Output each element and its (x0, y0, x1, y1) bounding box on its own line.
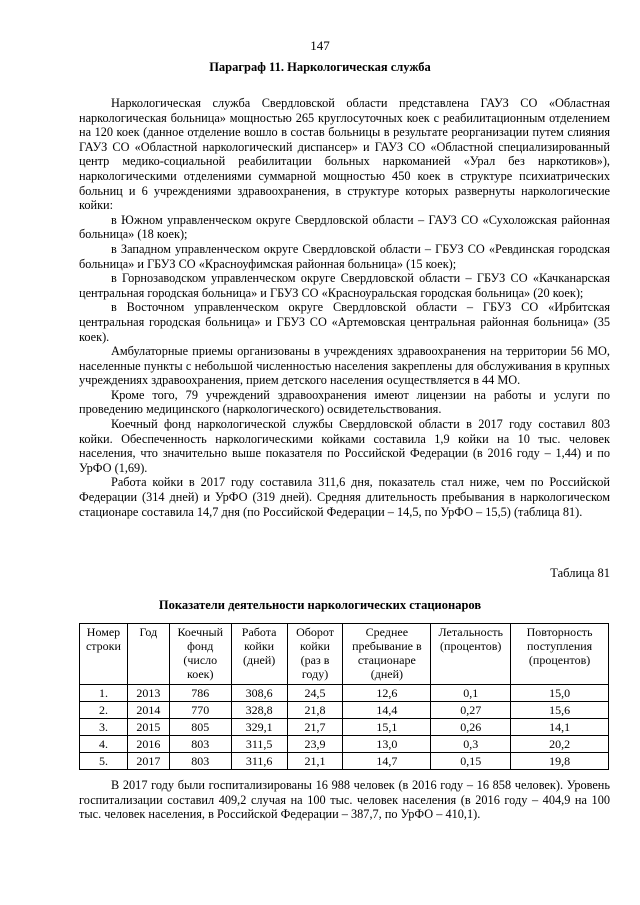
table-cell: 21,8 (287, 702, 343, 719)
table-cell: 311,6 (231, 753, 287, 770)
table-cell: 805 (169, 719, 231, 736)
page-number: 147 (310, 38, 330, 53)
table-cell: 20,2 (511, 736, 609, 753)
data-table (79, 623, 609, 770)
table-cell: 14,4 (343, 702, 431, 719)
paragraph: Наркологическая служба Свердловской области представлена ГАУЗ СО «Областная наркологическая больница» мощностью 265 круглосуточных коек с реабилитационным отделением на 120 коек (данное отделение вошло в состав больницы в результате реорганизации путем слияния ГАУЗ СО «Областной наркологический диспансер» и ГАУЗ СО «Областной специализированный центр медико-социальной реабилитации больных наркоманией «Урал без наркотиков»), наркологическими отделениями суммарной мощностью 450 коек в структуре психиатрических больниц и 6 учреждениями здравоохранения, в структуре которых развернуты наркологические койки: (79, 96, 610, 213)
paragraph: В 2017 году были госпитализированы 16 988 человек (в 2016 году – 16 858 человек). Уровень госпитализации составил 409,2 случая на 100 тыс. человек населения (в 2016 году – 404,9 на 100 тыс. человек населения, в Российской Федерации – 387,7, по УрФО – 410,1). (79, 778, 610, 822)
paragraph: Коечный фонд наркологической службы Свердловской области в 2017 году составил 803 койки. Обеспеченность наркологическими койками составила 1,9 койки на 10 тыс. человек населения, что значительно выше показателя по Российской Федерации (в 2016 году – 1,44) и по УрФО (1,69). (79, 417, 610, 475)
table-row (80, 702, 609, 719)
table-cell: 12,6 (343, 685, 431, 702)
table-cell: 1. (80, 685, 128, 702)
table-cell: 2. (80, 702, 128, 719)
table-row (80, 719, 609, 736)
table-cell: 15,6 (511, 702, 609, 719)
table-cell: 329,1 (231, 719, 287, 736)
table-cell: 4. (80, 736, 128, 753)
column-header: Работа койки (дней) (231, 624, 287, 685)
column-header: Среднее пребывание в стационаре (дней) (343, 624, 431, 685)
table-row (80, 685, 609, 702)
paragraph: Кроме того, 79 учреждений здравоохранения имеют лицензии на работы и услуги по проведению медицинского (наркологического) освидетельствования. (79, 387, 610, 417)
table-cell: 0,1 (431, 685, 511, 702)
table-number: Таблица 81 (550, 566, 610, 580)
table-cell: 21,1 (287, 753, 343, 770)
table-row (80, 753, 609, 770)
table-cell: 786 (169, 685, 231, 702)
table-cell: 803 (169, 736, 231, 753)
table-cell: 770 (169, 702, 231, 719)
column-header: Год (127, 624, 169, 685)
table-header-row (80, 624, 609, 685)
table-cell: 23,9 (287, 736, 343, 753)
table-cell: 2017 (127, 753, 169, 770)
paragraph: в Горнозаводском управленческом округе Свердловской области – ГБУЗ СО «Качканарская центральная городская больница» и ГБУЗ СО «Красноуральская городская больница» (20 коек); (79, 271, 610, 300)
table-cell: 0,15 (431, 753, 511, 770)
table-cell: 24,5 (287, 685, 343, 702)
table-cell: 14,7 (343, 753, 431, 770)
table-cell: 0,27 (431, 702, 511, 719)
column-header: Номер строки (80, 624, 128, 685)
section-heading: Параграф 11. Наркологическая служба (209, 60, 431, 74)
table-cell: 0,26 (431, 719, 511, 736)
column-header: Оборот койки (раз в году) (287, 624, 343, 685)
table-cell: 13,0 (343, 736, 431, 753)
table-cell: 21,7 (287, 719, 343, 736)
table-cell: 308,6 (231, 685, 287, 702)
paragraph: Работа койки в 2017 году составила 311,6 дня, показатель стал ниже, чем по Российской Федерации (314 дней) и УрФО (319 дней). Средняя длительность пребывания в наркологическом стационаре составила 14,7 дня (по Российской Федерации – 14,5, по УрФО – 15,5) (таблица 81). (79, 475, 610, 519)
paragraph: в Восточном управленческом округе Свердловской области – ГБУЗ СО «Ирбитская центральная городская больница» и ГБУЗ СО «Артемовская центральная районная больница» (35 коек). (79, 300, 610, 344)
paragraph: Амбулаторные приемы организованы в учреждениях здравоохранения на территории 56 МО, населенные пункты с небольшой численностью населения закреплены для обслуживания в крупных учреждениях здравоохранения, прием детского населения осуществляется в 44 МО. (79, 344, 610, 388)
table-cell: 15,1 (343, 719, 431, 736)
table-row (80, 736, 609, 753)
table-title: Показатели деятельности наркологических стационаров (158, 598, 482, 612)
table-cell: 2016 (127, 736, 169, 753)
table-cell: 2013 (127, 685, 169, 702)
table-cell: 0,3 (431, 736, 511, 753)
table-cell: 328,8 (231, 702, 287, 719)
table-cell: 803 (169, 753, 231, 770)
column-header: Летальность (процентов) (431, 624, 511, 685)
table-cell: 15,0 (511, 685, 609, 702)
table-cell: 3. (80, 719, 128, 736)
column-header: Коечный фонд (число коек) (169, 624, 231, 685)
body-text (79, 96, 610, 519)
table-cell: 311,5 (231, 736, 287, 753)
table-cell: 2015 (127, 719, 169, 736)
table-cell: 5. (80, 753, 128, 770)
table-cell: 2014 (127, 702, 169, 719)
paragraph: в Западном управленческом округе Свердловской области – ГБУЗ СО «Ревдинская городская больница» и ГБУЗ СО «Красноуфимская районная больница» (15 коек); (79, 241, 610, 271)
table-cell: 19,8 (511, 753, 609, 770)
table-cell: 14,1 (511, 719, 609, 736)
column-header: Повторность поступления (процентов) (511, 624, 609, 685)
closing-text (79, 778, 610, 822)
paragraph: в Южном управленческом округе Свердловской области – ГАУЗ СО «Сухоложская районная больница» (18 коек); (79, 212, 610, 242)
